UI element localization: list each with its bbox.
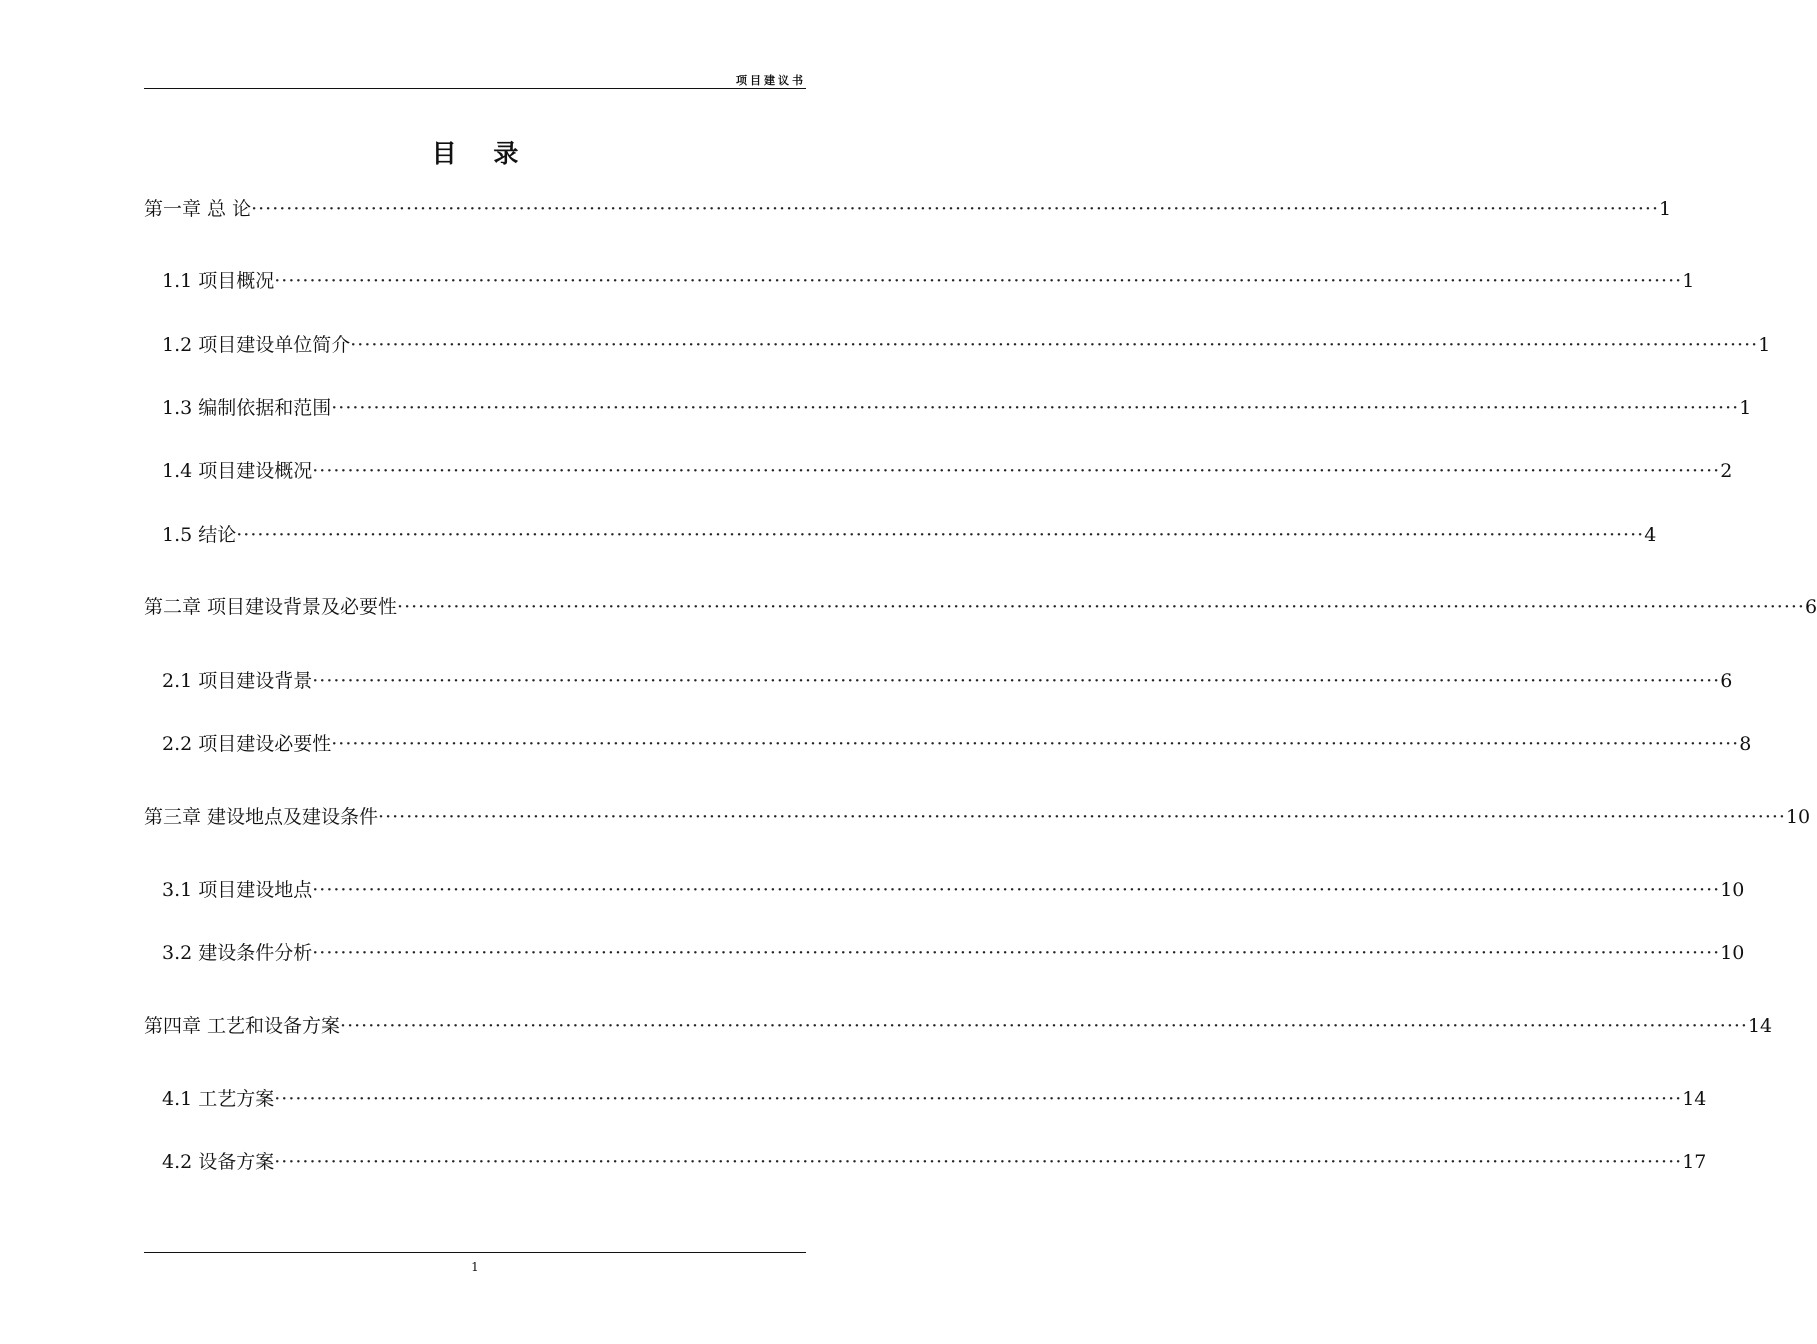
toc-entry-chapter-1[interactable] <box>144 194 1672 224</box>
toc-entry-page: 4 <box>1644 524 1657 546</box>
toc-entry-page: 8 <box>1739 733 1752 755</box>
toc-dot-leader: ········································································································································································································ <box>350 334 1759 356</box>
toc-dot-leader: ········································································································································································································ <box>274 270 1683 292</box>
toc-title: 目 录 <box>431 139 533 168</box>
toc-dot-leader: ········································································································································································································ <box>236 524 1645 546</box>
toc-dot-leader: ········································································································································································································ <box>312 942 1721 964</box>
toc-entry-page: 10 <box>1720 942 1745 964</box>
toc-entry-label: 3.2 建设条件分析 <box>162 942 313 964</box>
toc-entry-section-1-1[interactable] <box>162 266 1695 296</box>
toc-entry-label: 4.2 设备方案 <box>162 1151 275 1173</box>
toc-entry-label: 第二章 项目建设背景及必要性 <box>144 596 398 618</box>
toc-dot-leader: ········································································································································································································ <box>274 1088 1683 1110</box>
toc-entry-chapter-2[interactable] <box>144 592 1817 622</box>
toc-entry-page: 17 <box>1682 1151 1707 1173</box>
toc-entry-section-1-5[interactable] <box>162 520 1657 550</box>
toc-entry-page: 6 <box>1804 596 1817 618</box>
toc-entry-page: 1 <box>1739 397 1752 419</box>
toc-entry-section-2-2[interactable] <box>162 729 1752 759</box>
toc-entry-section-1-2[interactable] <box>162 330 1771 360</box>
toc-entry-page: 14 <box>1682 1088 1707 1110</box>
toc-dot-leader: ········································································································································································································ <box>331 397 1740 419</box>
toc-entry-label: 3.1 项目建设地点 <box>162 879 313 901</box>
toc-entry-label: 1.2 项目建设单位简介 <box>162 334 351 356</box>
toc-entry-label: 第四章 工艺和设备方案 <box>144 1015 341 1037</box>
toc-dot-leader: ········································································································································································································ <box>312 460 1721 482</box>
toc-entry-label: 4.1 工艺方案 <box>162 1088 275 1110</box>
toc-entry-section-2-1[interactable] <box>162 666 1733 696</box>
toc-entry-section-4-1[interactable] <box>162 1084 1707 1114</box>
toc-entry-page: 1 <box>1682 270 1695 292</box>
toc-entry-section-1-4[interactable] <box>162 456 1733 486</box>
toc-entry-label: 第三章 建设地点及建设条件 <box>144 806 379 828</box>
toc-dot-leader: ········································································································································································································ <box>312 879 1721 901</box>
toc-entry-section-3-2[interactable] <box>162 938 1745 968</box>
toc-entry-label: 2.2 项目建设必要性 <box>162 733 332 755</box>
toc-entry-section-1-3[interactable] <box>162 393 1752 423</box>
toc-dot-leader: ········································································································································································································ <box>397 596 1805 618</box>
toc-dot-leader: ········································································································································································································ <box>312 670 1721 692</box>
toc-entry-chapter-4[interactable] <box>144 1011 1773 1041</box>
toc-entry-section-3-1[interactable] <box>162 875 1745 905</box>
toc-dot-leader: ········································································································································································································ <box>340 1015 1748 1037</box>
toc-entry-page: 6 <box>1720 670 1733 692</box>
toc-entry-label: 2.1 项目建设背景 <box>162 670 313 692</box>
footer-rule <box>144 1252 806 1253</box>
running-header: 项目建议书 <box>736 74 806 87</box>
page-number: 1 <box>471 1260 479 1274</box>
toc-entry-chapter-3[interactable] <box>144 802 1811 832</box>
toc-entry-label: 第一章 总 论 <box>144 198 252 220</box>
toc-entry-label: 1.5 结论 <box>162 524 237 546</box>
toc-entry-section-4-2[interactable] <box>162 1147 1707 1177</box>
toc-dot-leader: ········································································································································································································ <box>331 733 1740 755</box>
toc-entry-page: 1 <box>1758 334 1771 356</box>
toc-entry-page: 2 <box>1720 460 1733 482</box>
toc-entry-page: 10 <box>1720 879 1745 901</box>
toc-dot-leader: ········································································································································································································ <box>274 1151 1683 1173</box>
toc-entry-page: 14 <box>1747 1015 1773 1037</box>
toc-dot-leader: ········································································································································································································ <box>251 198 1660 220</box>
toc-entry-label: 1.1 项目概况 <box>162 270 275 292</box>
toc-entry-label: 1.3 编制依据和范围 <box>162 397 332 419</box>
toc-entry-page: 1 <box>1659 198 1672 220</box>
toc-dot-leader: ········································································································································································································ <box>378 806 1786 828</box>
toc-entry-label: 1.4 项目建设概况 <box>162 460 313 482</box>
toc-entry-page: 10 <box>1785 806 1811 828</box>
